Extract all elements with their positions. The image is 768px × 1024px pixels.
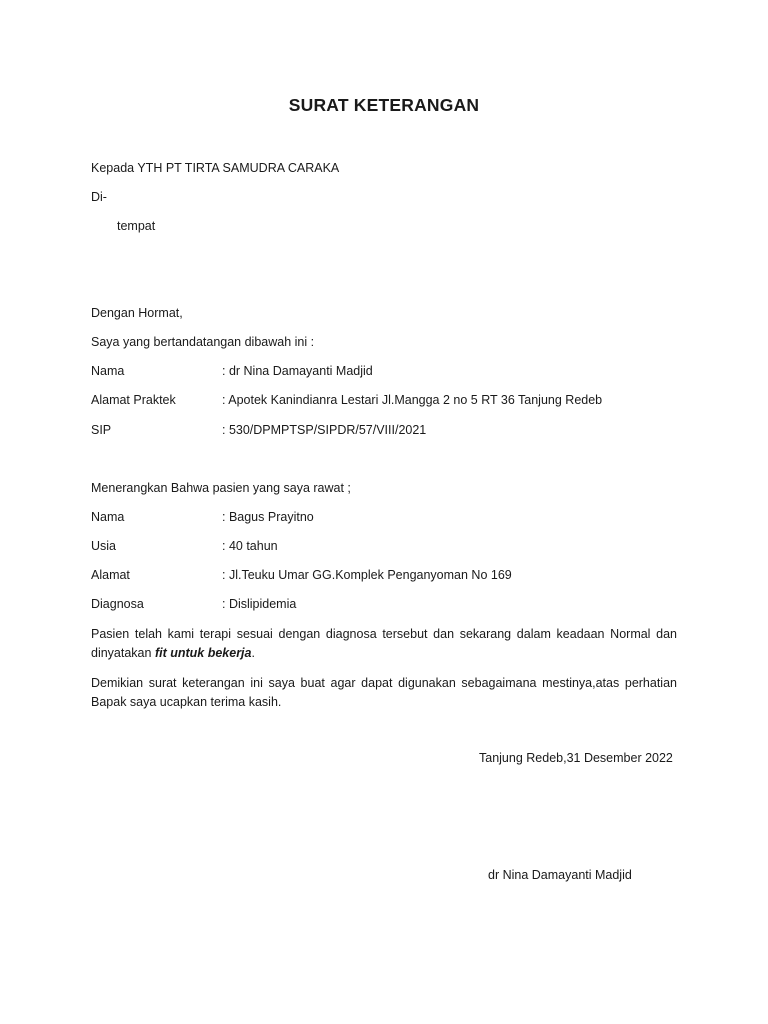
recipient-di: Di- bbox=[91, 190, 107, 204]
result-period: . bbox=[251, 646, 255, 660]
result-paragraph bbox=[91, 625, 677, 663]
document-title: SURAT KETERANGAN bbox=[288, 95, 480, 115]
patient-diagnosis-label: Diagnosa bbox=[91, 597, 144, 611]
doctor-name-label: Nama bbox=[91, 364, 125, 378]
patient-name-value: : Bagus Prayitno bbox=[222, 510, 314, 524]
intro-line: Saya yang bertandatangan dibawah ini : bbox=[91, 335, 315, 349]
doctor-address-value: : Apotek Kanindianra Lestari Jl.Mangga 2 no 5 RT 36 Tanjung Redeb bbox=[222, 393, 603, 407]
doctor-sip-label: SIP bbox=[91, 423, 112, 437]
patient-diagnosis-value: : Dislipidemia bbox=[222, 597, 297, 611]
doctor-address-label: Alamat Praktek bbox=[91, 393, 176, 407]
signer-name: dr Nina Damayanti Madjid bbox=[488, 868, 632, 882]
place-date: Tanjung Redeb,31 Desember 2022 bbox=[479, 751, 673, 765]
greeting: Dengan Hormat, bbox=[91, 306, 183, 320]
recipient-tempat: tempat bbox=[117, 219, 156, 233]
doctor-sip-value: : 530/DPMPTSP/SIPDR/57/VIII/2021 bbox=[222, 423, 427, 437]
patient-age-label: Usia bbox=[91, 539, 117, 553]
patient-address-label: Alamat bbox=[91, 568, 130, 582]
doctor-name-value: : dr Nina Damayanti Madjid bbox=[222, 364, 373, 378]
patient-age-value: : 40 tahun bbox=[222, 539, 278, 553]
recipient-line: Kepada YTH PT TIRTA SAMUDRA CARAKA bbox=[91, 161, 340, 175]
fit-emphasis: fit untuk bekerja bbox=[154, 646, 252, 660]
patient-name-label: Nama bbox=[91, 510, 125, 524]
statement-line: Menerangkan Bahwa pasien yang saya rawat ; bbox=[91, 481, 351, 495]
closing-paragraph: Demikian surat keterangan ini saya buat agar dapat digunakan sebagaimana mestinya,atas perhatian Bapak saya ucapkan terima kasih. bbox=[91, 676, 677, 709]
patient-address-value: : Jl.Teuku Umar GG.Komplek Penganyoman No 169 bbox=[222, 568, 512, 582]
result-text: Pasien telah kami terapi sesuai dengan diagnosa tersebut dan sekarang dalam keadaan Normal dan dinyatakan bbox=[91, 627, 677, 660]
